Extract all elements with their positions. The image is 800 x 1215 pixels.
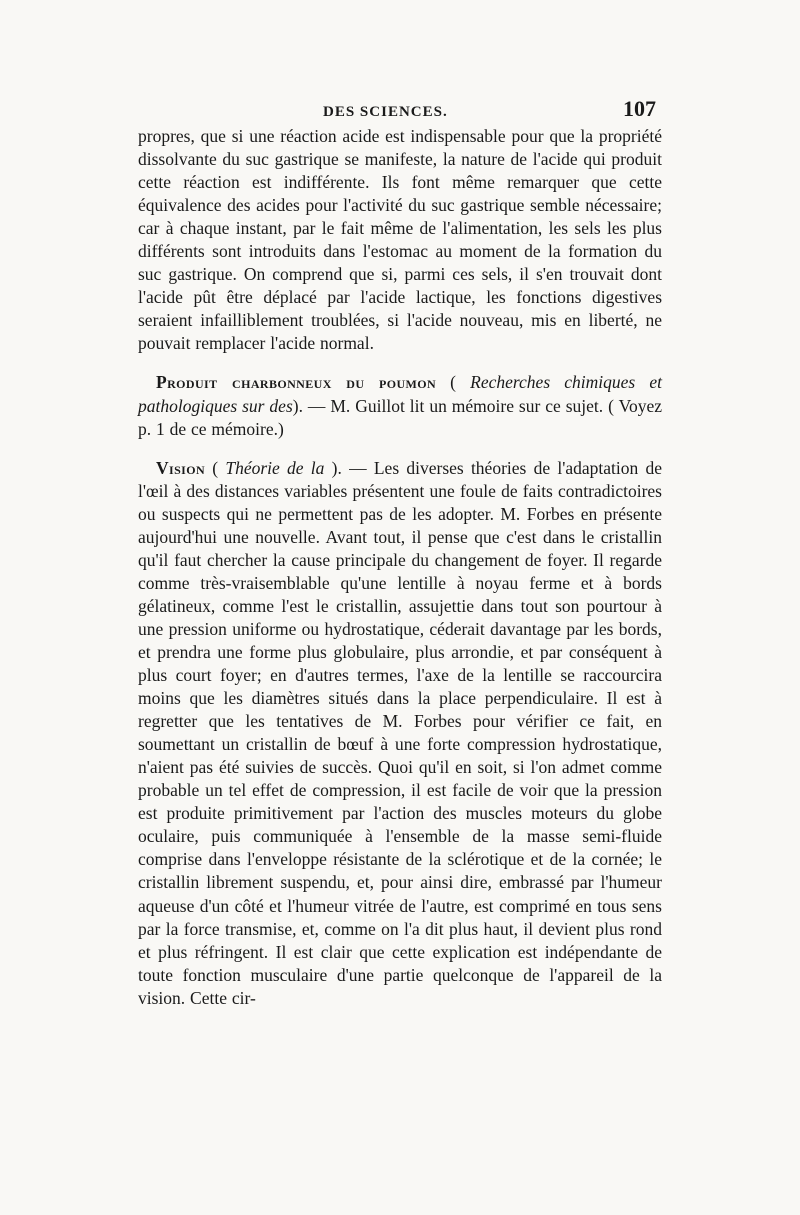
page-header (138, 96, 662, 124)
book-page (138, 96, 662, 1010)
paragraph-text: ). — Les diverses théories de l'adaptation de l'œil à des distances variables présentent une foule de faits contradictoires ou suspects qui ne permettent pas de les adopter. M. Forbes en présente aujourd'hui une nouvelle. Avant tout, il pense que c'est dans le cristallin qu'il faut chercher la cause principale du changement de foyer. Il regarde comme très-vraisemblable qu'une lentille à noyau ferme et à bords gélatineux, comme l'est le cristallin, assujettie dans tout son pourtour à une pression uniforme ou hydrostatique, céderait davantage par les bords, et prendra une forme plus globulaire, plus arrondie, et par conséquent à plus court foyer; en d'autres termes, l'axe de la lentille se raccourcira moins que les diamètres situés dans la place perpendiculaire. Il est à regretter que les tentatives de M. Forbes pour vérifier ce fait, en soumettant un cristallin de bœuf à une forte compression hydrostatique, n'aient pas été suivies de succès. Quoi qu'il en soit, si l'on admet comme probable un tel effet de compression, il est facile de voir que la pression est produite primitivement par l'action des muscles moteurs du globe oculaire, puis communiquée à l'ensemble de la masse semi-fluide comprise dans l'enveloppe résistante de la sclérotique et de la cornée; le cristallin librement suspendu, et, pour ainsi dire, embrassé par l'humeur aqueuse d'un côté et l'humeur vitrée de l'autre, est comprimé en tous sens par la force transmise, et, comme on l'a dit plus haut, il devient plus rond et plus réfringent. Il est clair que cette explication est indépendante de toute fonction musculaire d'une partie quelconque de l'appareil de la vision. Cette cir- (138, 457, 663, 1008)
running-title: DES SCIENCES. (323, 104, 448, 120)
section-heading: Produit charbonneux du poumon (156, 372, 437, 393)
paragraph-continuation: propres, que si une réaction acide est indispensable pour que la propriété dissolvante du suc gastrique se manifeste, la nature de l'acide qui produit cette réaction est indifférente. Ils font même remarquer que cette équivalence des acides pour l'activité du suc gastrique semble nécessaire; car à chaque instant, par le fait même de l'alimentation, les sels les plus différents sont introduits dans l'estomac au moment de la formation du suc gastrique. On comprend que si, parmi ces sels, il s'en trouvait dont l'acide pût être déplacé par l'acide lactique, les fonctions digestives seraient infailliblement troublées, si l'acide nouveau, mis en liberté, ne pouvait remplacer l'acide normal. (138, 126, 662, 354)
paragraph-produit-charbonneux (138, 371, 662, 440)
paren-open: ( (436, 372, 471, 393)
paragraph-text: ). — M. Guillot lit un mémoire sur ce sujet. ( Voyez p. 1 de ce mémoire.) (138, 395, 662, 439)
paren-open: ( (205, 457, 226, 478)
italic-title: Recherches chimiques et pathologiques sur des (138, 372, 662, 416)
italic-title: Théorie de la (225, 457, 325, 478)
section-heading: Vision (156, 457, 206, 478)
paragraph-vision (138, 457, 662, 1010)
page-number: 107 (623, 96, 656, 121)
